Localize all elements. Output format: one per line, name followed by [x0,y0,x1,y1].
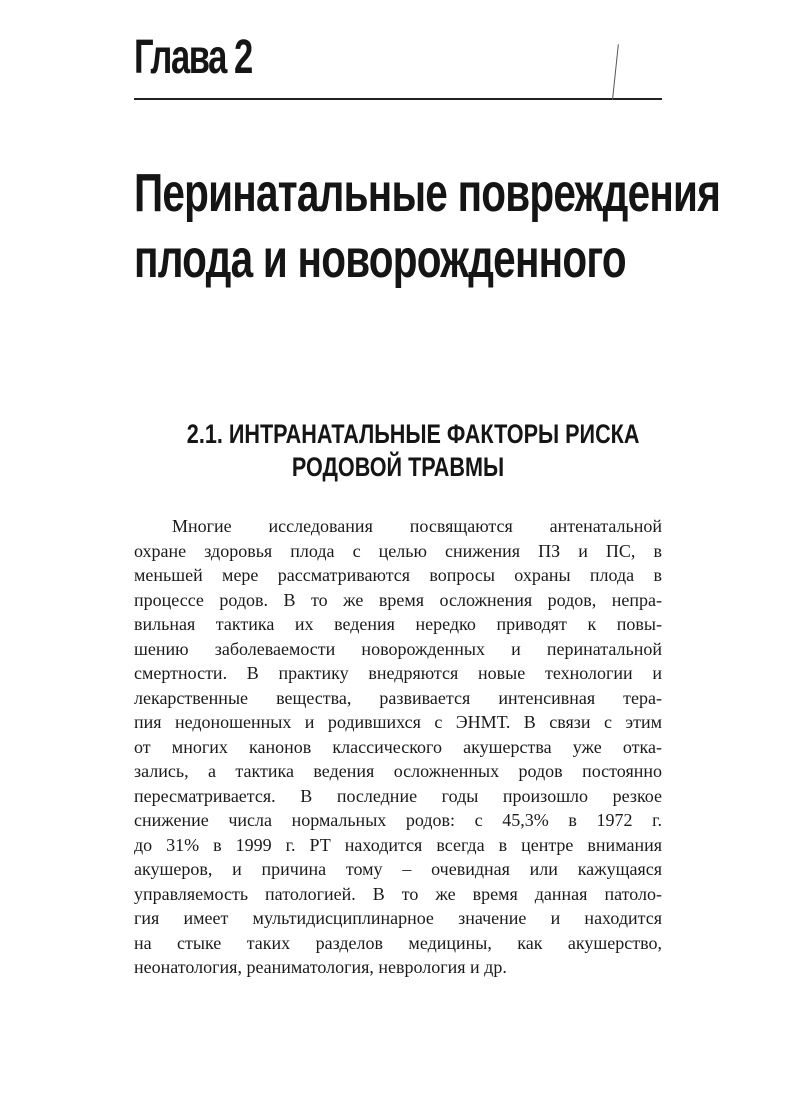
paragraph-line: пия недоношенных и родившихся с ЭНМТ. В связи с этим [134,712,662,732]
paragraph-line: лекарственные вещества, развивается интенсивная тера- [134,687,662,708]
paragraph-line: смертности. В практику внедряются новые технологии и [134,663,662,683]
paragraph-line: до 31% в 1999 г. РТ находится всегда в центре внимания [134,834,662,855]
section-heading [134,418,662,484]
chapter-title [134,160,720,292]
paragraph-line: охране здоровья плода с целью снижения ПЗ и ПС, в [134,540,662,561]
paragraph-line: неонатология, реаниматология, неврология и др. [134,957,507,977]
paragraph-line: зались, а тактика ведения осложненных родов постоянно [134,761,662,781]
chapter-divider [134,98,662,100]
chapter-label: Глава 2 [134,31,252,84]
paragraph-line: шению заболеваемости новорожденных и перинатальной [134,638,662,659]
section-heading-line: 2.1. ИНТРАНАТАЛЬНЫЕ ФАКТОРЫ РИСКА [186,419,640,449]
paragraph-line: управляемость патологией. В то же время данная патоло- [134,883,662,904]
paragraph-line: меньшей мере рассматриваются вопросы охраны плода в [134,565,662,585]
paragraph-line: акушеров, и причина тому – очевидная или кажущаяся [134,859,662,879]
margin-mark [612,44,619,100]
paragraph-line: на стыке таких разделов медицины, как акушерство, [134,932,662,953]
paragraph-line: гия имеет мультидисциплинарное значение и находится [134,908,662,928]
body-paragraph [134,514,662,980]
paragraph-line: Многие исследования посвящаются антенатальной [172,516,662,536]
paragraph-line: процессе родов. В то же время осложнения родов, непра- [134,589,662,610]
paragraph-line: вильная тактика их ведения нередко приводят к повы- [134,614,662,634]
section-heading-line: РОДОВОЙ ТРАВМЫ [291,452,505,482]
paragraph-line: пересматривается. В последние годы произошло резкое [134,785,662,806]
paragraph-line: от многих канонов классического акушерства уже отка- [134,736,662,757]
chapter-title-line: Перинатальные повреждения [134,163,721,223]
chapter-title-line: плода и новорожденного [134,229,626,289]
paragraph-line: снижение числа нормальных родов: с 45,3% в 1972 г. [134,810,662,830]
